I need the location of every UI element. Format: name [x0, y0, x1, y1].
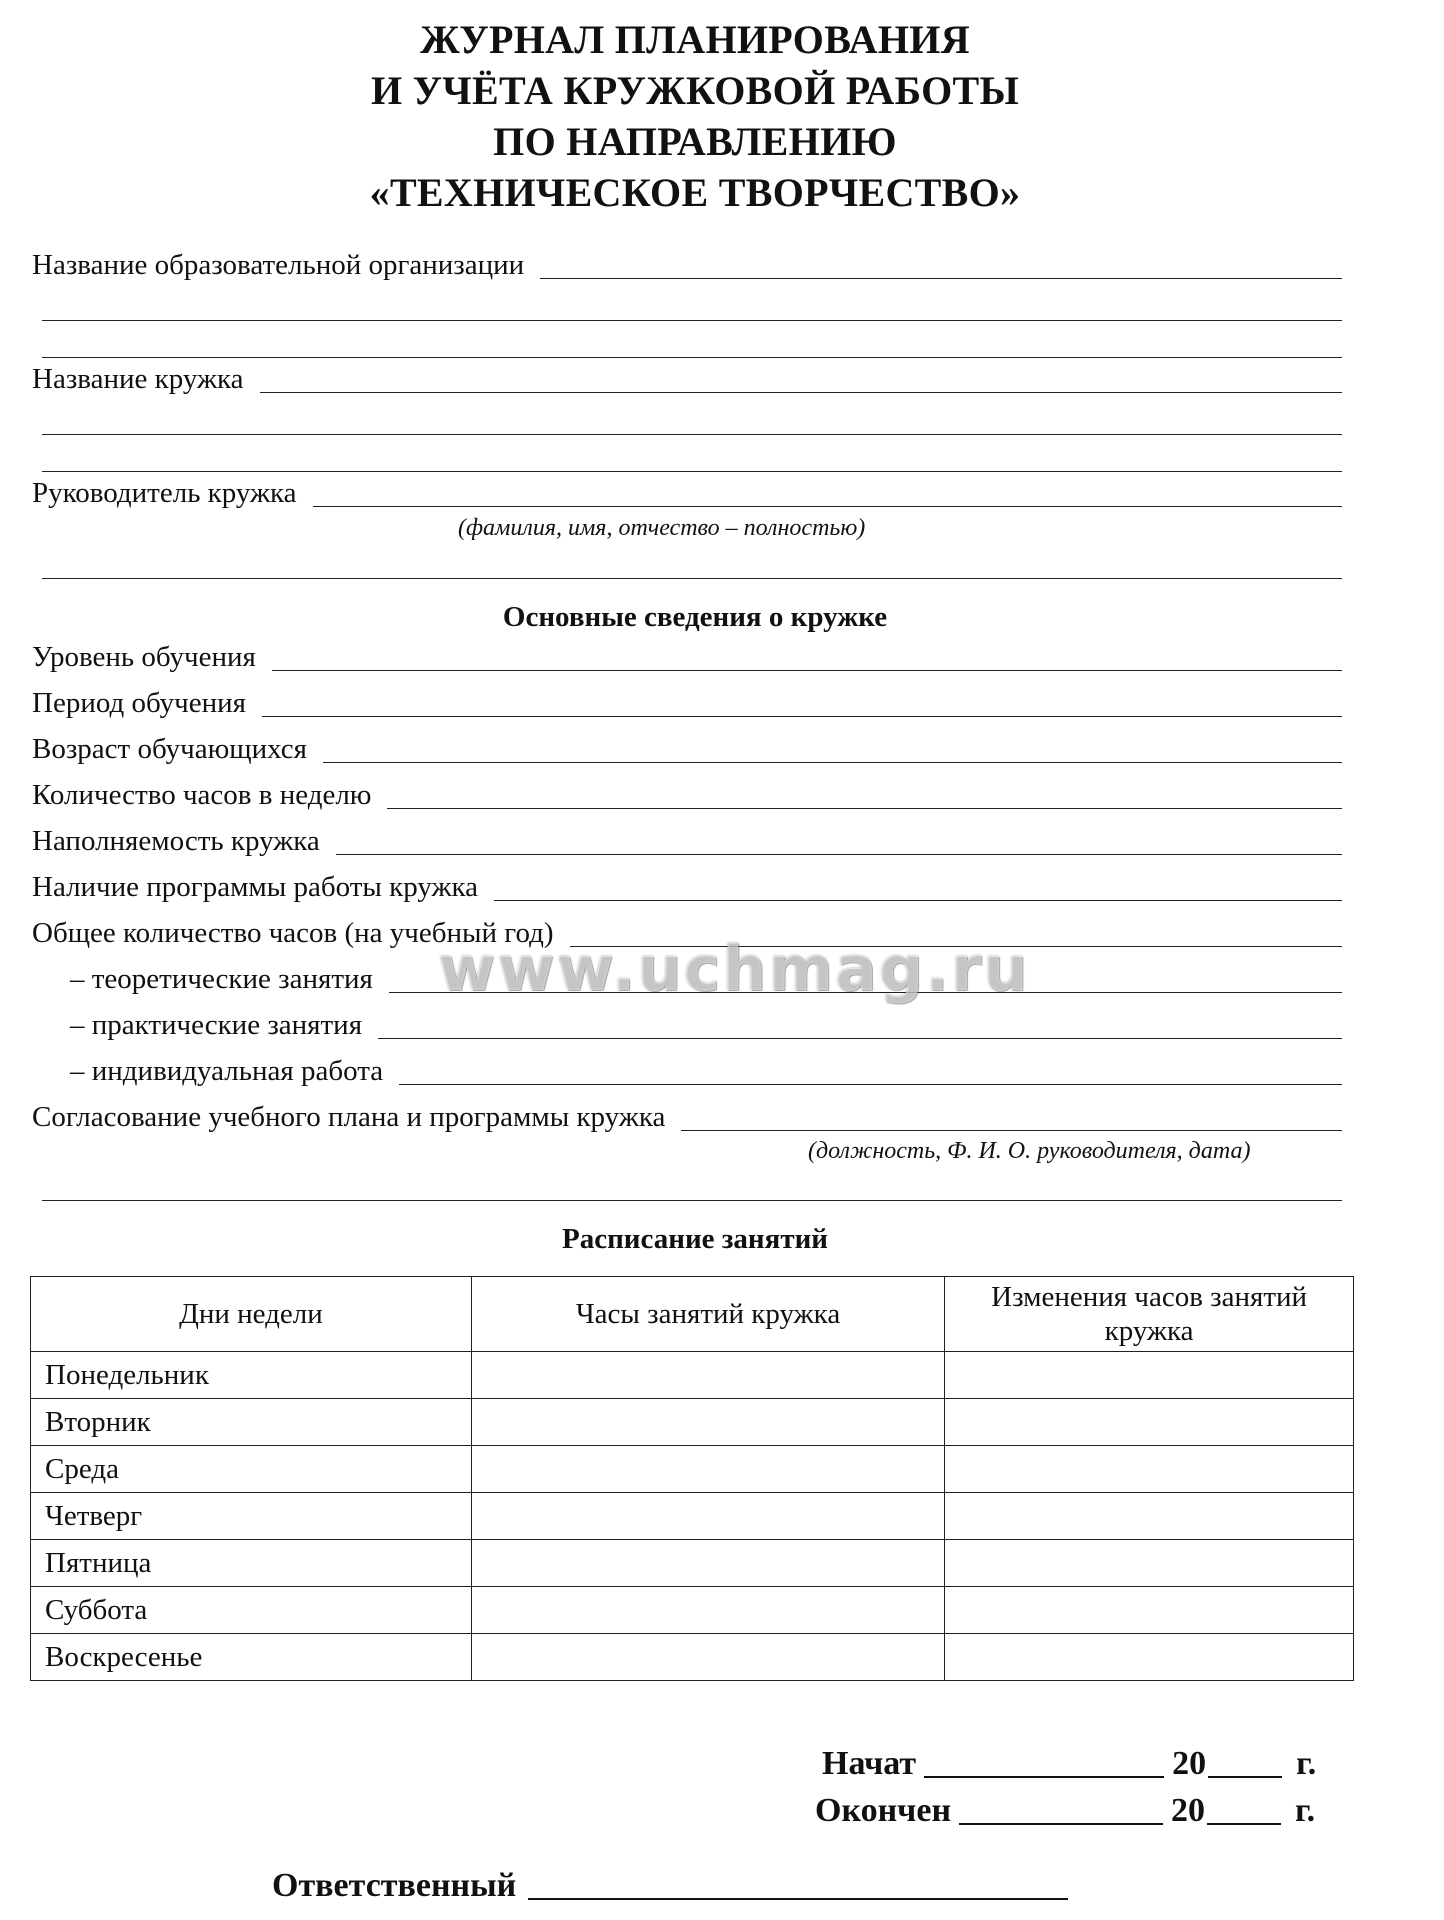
responsible-field[interactable]	[272, 1866, 1076, 1906]
table-row	[31, 1446, 1354, 1493]
leader-field[interactable]	[32, 476, 1342, 510]
started-year-suffix: г.	[1296, 1745, 1317, 1782]
info-field-line[interactable]	[262, 716, 1342, 717]
approval-extra-line[interactable]	[42, 1200, 1342, 1201]
title-line: ЖУРНАЛ ПЛАНИРОВАНИЯ	[420, 17, 970, 62]
info-field-line[interactable]	[272, 670, 1342, 671]
table-row	[31, 1587, 1354, 1634]
changes-cell[interactable]	[945, 1446, 1354, 1493]
responsible-line[interactable]	[528, 1898, 1068, 1900]
started-year-line[interactable]	[1208, 1776, 1282, 1778]
info-field[interactable]	[32, 824, 1342, 858]
info-field-label: – индивидуальная работа	[70, 1055, 384, 1087]
basic-info-heading: Основные сведения о кружке	[502, 601, 888, 633]
title-line: «ТЕХНИЧЕСКОЕ ТВОРЧЕСТВО»	[369, 170, 1021, 215]
started-field[interactable]	[822, 1744, 1316, 1784]
org-name-field[interactable]	[32, 248, 1342, 282]
changes-cell[interactable]	[945, 1587, 1354, 1634]
hours-cell[interactable]	[471, 1399, 944, 1446]
table-row	[31, 1352, 1354, 1399]
responsible-label: Ответственный	[272, 1867, 517, 1904]
org-name-line[interactable]	[540, 278, 1342, 279]
finished-label: Окончен	[815, 1792, 952, 1829]
info-field[interactable]	[32, 686, 1342, 720]
column-header-days: Дни недели	[31, 1277, 472, 1352]
watermark: www.uchmag.ru	[438, 932, 1030, 1005]
title-line: И УЧЁТА КРУЖКОВОЙ РАБОТЫ	[370, 68, 1020, 113]
changes-cell[interactable]	[945, 1540, 1354, 1587]
hours-cell[interactable]	[471, 1540, 944, 1587]
info-field-line[interactable]	[323, 762, 1342, 763]
info-field-label: – практические занятия	[70, 1009, 363, 1041]
approval-field[interactable]	[32, 1100, 1342, 1134]
table-row	[31, 1540, 1354, 1587]
day-cell: Воскресенье	[31, 1634, 472, 1681]
day-cell: Вторник	[31, 1399, 472, 1446]
approval-hint: (должность, Ф. И. О. руководителя, дата)	[808, 1138, 1251, 1164]
club-name-line[interactable]	[260, 392, 1343, 393]
hours-cell[interactable]	[471, 1634, 944, 1681]
info-field[interactable]	[32, 640, 1342, 674]
approval-label: Согласование учебного плана и программы кружка	[32, 1101, 666, 1133]
org-name-label: Название образовательной организации	[32, 249, 525, 281]
hours-cell[interactable]	[471, 1493, 944, 1540]
day-cell: Четверг	[31, 1493, 472, 1540]
finished-year-suffix: г.	[1295, 1792, 1316, 1829]
column-header-hours: Часы занятий кружка	[471, 1277, 944, 1352]
hours-cell[interactable]	[471, 1446, 944, 1493]
leader-line[interactable]	[313, 506, 1342, 507]
info-field[interactable]	[32, 732, 1342, 766]
started-date-line[interactable]	[924, 1776, 1164, 1778]
title-line: ПО НАПРАВЛЕНИЮ	[493, 119, 897, 164]
schedule-table	[30, 1276, 1354, 1681]
info-field-label: Уровень обучения	[32, 641, 256, 673]
started-year-prefix: 20	[1172, 1745, 1207, 1782]
hours-cell[interactable]	[471, 1352, 944, 1399]
leader-hint: (фамилия, имя, отчество – полностью)	[458, 515, 866, 541]
table-row	[31, 1634, 1354, 1681]
info-field[interactable]	[70, 1054, 1342, 1088]
info-field[interactable]	[70, 1008, 1342, 1042]
document-title	[0, 14, 1390, 218]
info-field-label: Период обучения	[32, 687, 246, 719]
changes-cell[interactable]	[945, 1493, 1354, 1540]
changes-cell[interactable]	[945, 1352, 1354, 1399]
info-field-line[interactable]	[378, 1038, 1342, 1039]
table-row	[31, 1399, 1354, 1446]
info-field[interactable]	[32, 778, 1342, 812]
info-field-label: Возраст обучающихся	[32, 733, 307, 765]
table-row	[31, 1493, 1354, 1540]
club-name-label: Название кружка	[32, 363, 244, 395]
changes-cell[interactable]	[945, 1399, 1354, 1446]
club-name-field[interactable]	[32, 362, 1342, 396]
day-cell: Понедельник	[31, 1352, 472, 1399]
day-cell: Суббота	[31, 1587, 472, 1634]
org-name-extra-line[interactable]	[42, 320, 1342, 321]
leader-extra-line[interactable]	[42, 578, 1342, 579]
started-label: Начат	[822, 1745, 917, 1782]
day-cell: Пятница	[31, 1540, 472, 1587]
info-field-line[interactable]	[387, 808, 1342, 809]
info-field-line[interactable]	[494, 900, 1342, 901]
finished-date-line[interactable]	[959, 1823, 1163, 1825]
schedule-header-row	[31, 1277, 1354, 1352]
info-field-line[interactable]	[336, 854, 1342, 855]
hours-cell[interactable]	[471, 1587, 944, 1634]
day-cell: Среда	[31, 1446, 472, 1493]
info-field-label: – теоретические занятия	[70, 963, 373, 995]
changes-cell[interactable]	[945, 1634, 1354, 1681]
approval-line[interactable]	[681, 1130, 1342, 1131]
info-field-label: Наличие программы работы кружка	[32, 871, 479, 903]
info-field[interactable]	[32, 870, 1342, 904]
leader-label: Руководитель кружка	[32, 477, 297, 509]
finished-year-line[interactable]	[1207, 1823, 1281, 1825]
info-field-label: Общее количество часов (на учебный год)	[32, 917, 554, 949]
schedule-heading: Расписание занятий	[562, 1223, 828, 1255]
finished-field[interactable]	[815, 1791, 1315, 1831]
info-field-label: Количество часов в неделю	[32, 779, 372, 811]
info-field-line[interactable]	[399, 1084, 1342, 1085]
club-name-extra-line[interactable]	[42, 471, 1342, 472]
club-name-extra-line[interactable]	[42, 434, 1342, 435]
finished-year-prefix: 20	[1171, 1792, 1206, 1829]
info-field-label: Наполняемость кружка	[32, 825, 320, 857]
column-header-changes: Изменения часов занятий кружка	[945, 1277, 1354, 1352]
org-name-extra-line[interactable]	[42, 357, 1342, 358]
